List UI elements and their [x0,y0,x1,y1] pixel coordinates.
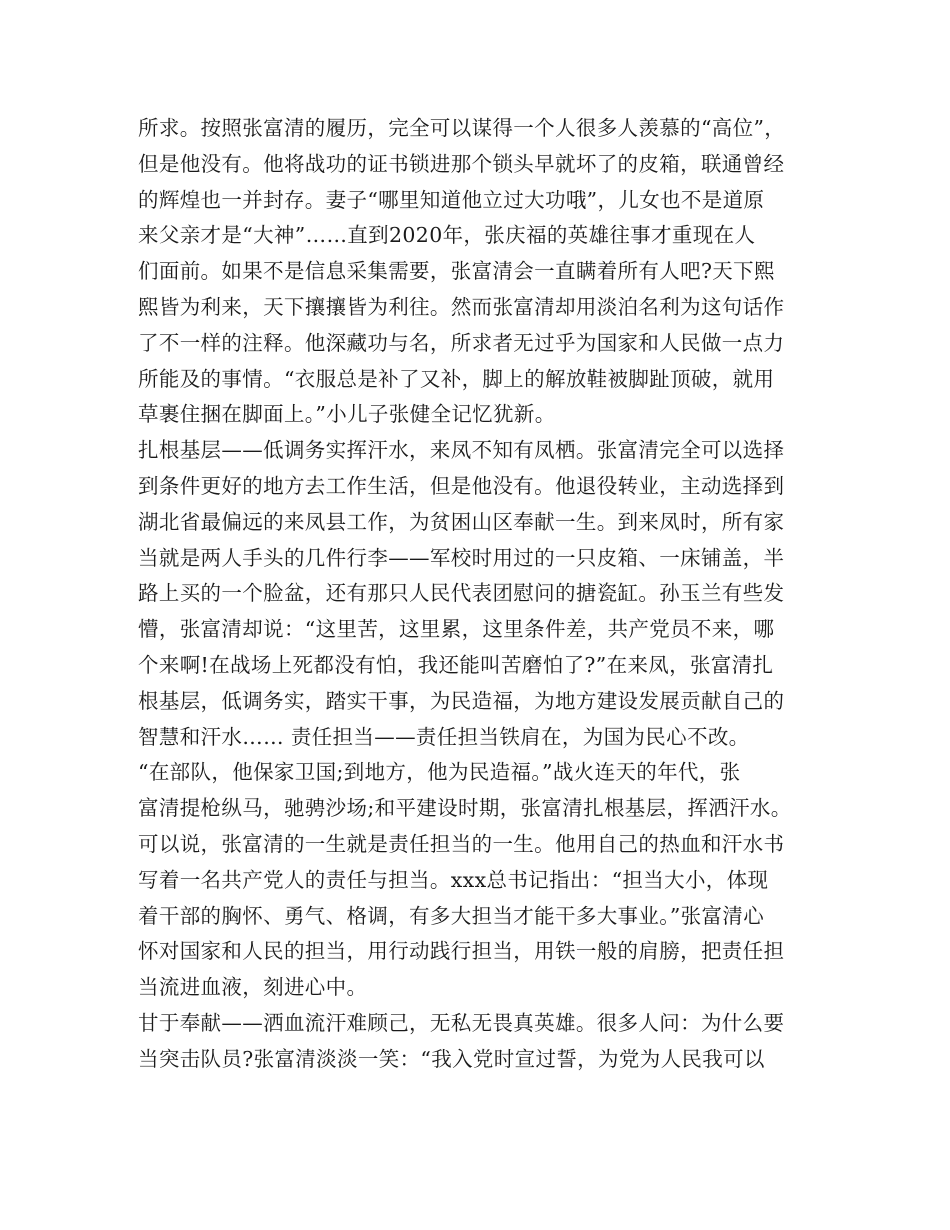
text-line: 当流进血液，刻进心中。 [138,975,368,1000]
text-line: 的辉煌也一并封存。妻子“哪里知道他立过大功哦”，儿女也不是道原 [138,187,765,212]
text-line: 草裹住捆在脚面上。”小儿子张健全记忆犹新。 [138,402,556,427]
text-line: 根基层，低调务实，踏实干事，为民造福，为地方建设发展贡献自己的 [138,688,785,713]
text-line: 当就是两人手头的几件行李——军校时用过的一只皮箱、一床铺盖，半 [138,545,785,570]
text-line: 湖北省最偏远的来凤县工作，为贫困山区奉献一生。到来凤时，所有家 [138,509,785,534]
text-line: 扎根基层——低调务实挥汗水，来凤不知有凤栖。张富清完全可以选择 [138,438,785,463]
text-line: 路上买的一个脸盆，还有那只人民代表团慰问的搪瓷缸。孙玉兰有些发 [138,581,785,606]
text-line: 但是他没有。他将战功的证书锁进那个锁头早就坏了的皮箱，联通曾经 [138,151,785,176]
text-line: 写着一名共产党人的责任与担当。xxx总书记指出：“担当大小，体现 [138,867,769,892]
text-line: 到条件更好的地方去工作生活，但是他没有。他退役转业，主动选择到 [138,473,785,498]
body-text [138,111,828,1078]
text-line: 们面前。如果不是信息采集需要，张富清会一直瞒着所有人吧?天下熙 [138,259,775,284]
text-line: 个来啊!在战场上死都没有怕，我还能叫苦磨怕了?”在来凤，张富清扎 [138,652,774,677]
text-line: 甘于奉献——洒血流汗难顾己，无私无畏真英雄。很多人问：为什么要 [138,1010,785,1035]
text-line: 所能及的事情。“衣服总是补了又补，脚上的解放鞋被脚趾顶破，就用 [138,366,775,391]
text-line: “在部队，他保家卫国;到地方，他为民造福。”战火连天的年代，张 [138,760,741,785]
text-line: 熙皆为利来，天下攘攘皆为利往。然而张富清却用淡泊名利为这句话作 [138,294,785,319]
text-line: 着干部的胸怀、勇气、格调，有多大担当才能干多大事业。”张富清心 [138,903,765,928]
text-line: 富清提枪纵马，驰骋沙场;和平建设时期，张富清扎根基层，挥洒汗水。 [138,796,792,821]
text-line: 懵，张富清却说：“这里苦，这里累，这里条件差，共产党员不来，哪 [138,617,775,642]
text-line: 怀对国家和人民的担当，用行动践行担当，用铁一般的肩膀，把责任担 [138,939,785,964]
text-line: 智慧和汗水…… 责任担当——责任担当铁肩在，为国为民心不改。 [138,724,750,749]
text-line: 当突击队员?张富清淡淡一笑：“我入党时宣过誓，为党为人民我可以 [138,1046,765,1071]
text-line: 所求。按照张富清的履历，完全可以谋得一个人很多人羡慕的“高位”， [138,116,786,140]
text-line: 来父亲才是“大神”……直到2020年，张庆福的英雄往事才重现在人 [138,223,756,248]
text-line: 了不一样的注释。他深藏功与名，所求者无过乎为国家和人民做一点力 [138,330,785,355]
text-line: 可以说，张富清的一生就是责任担当的一生。他用自己的热血和汗水书 [138,831,785,856]
